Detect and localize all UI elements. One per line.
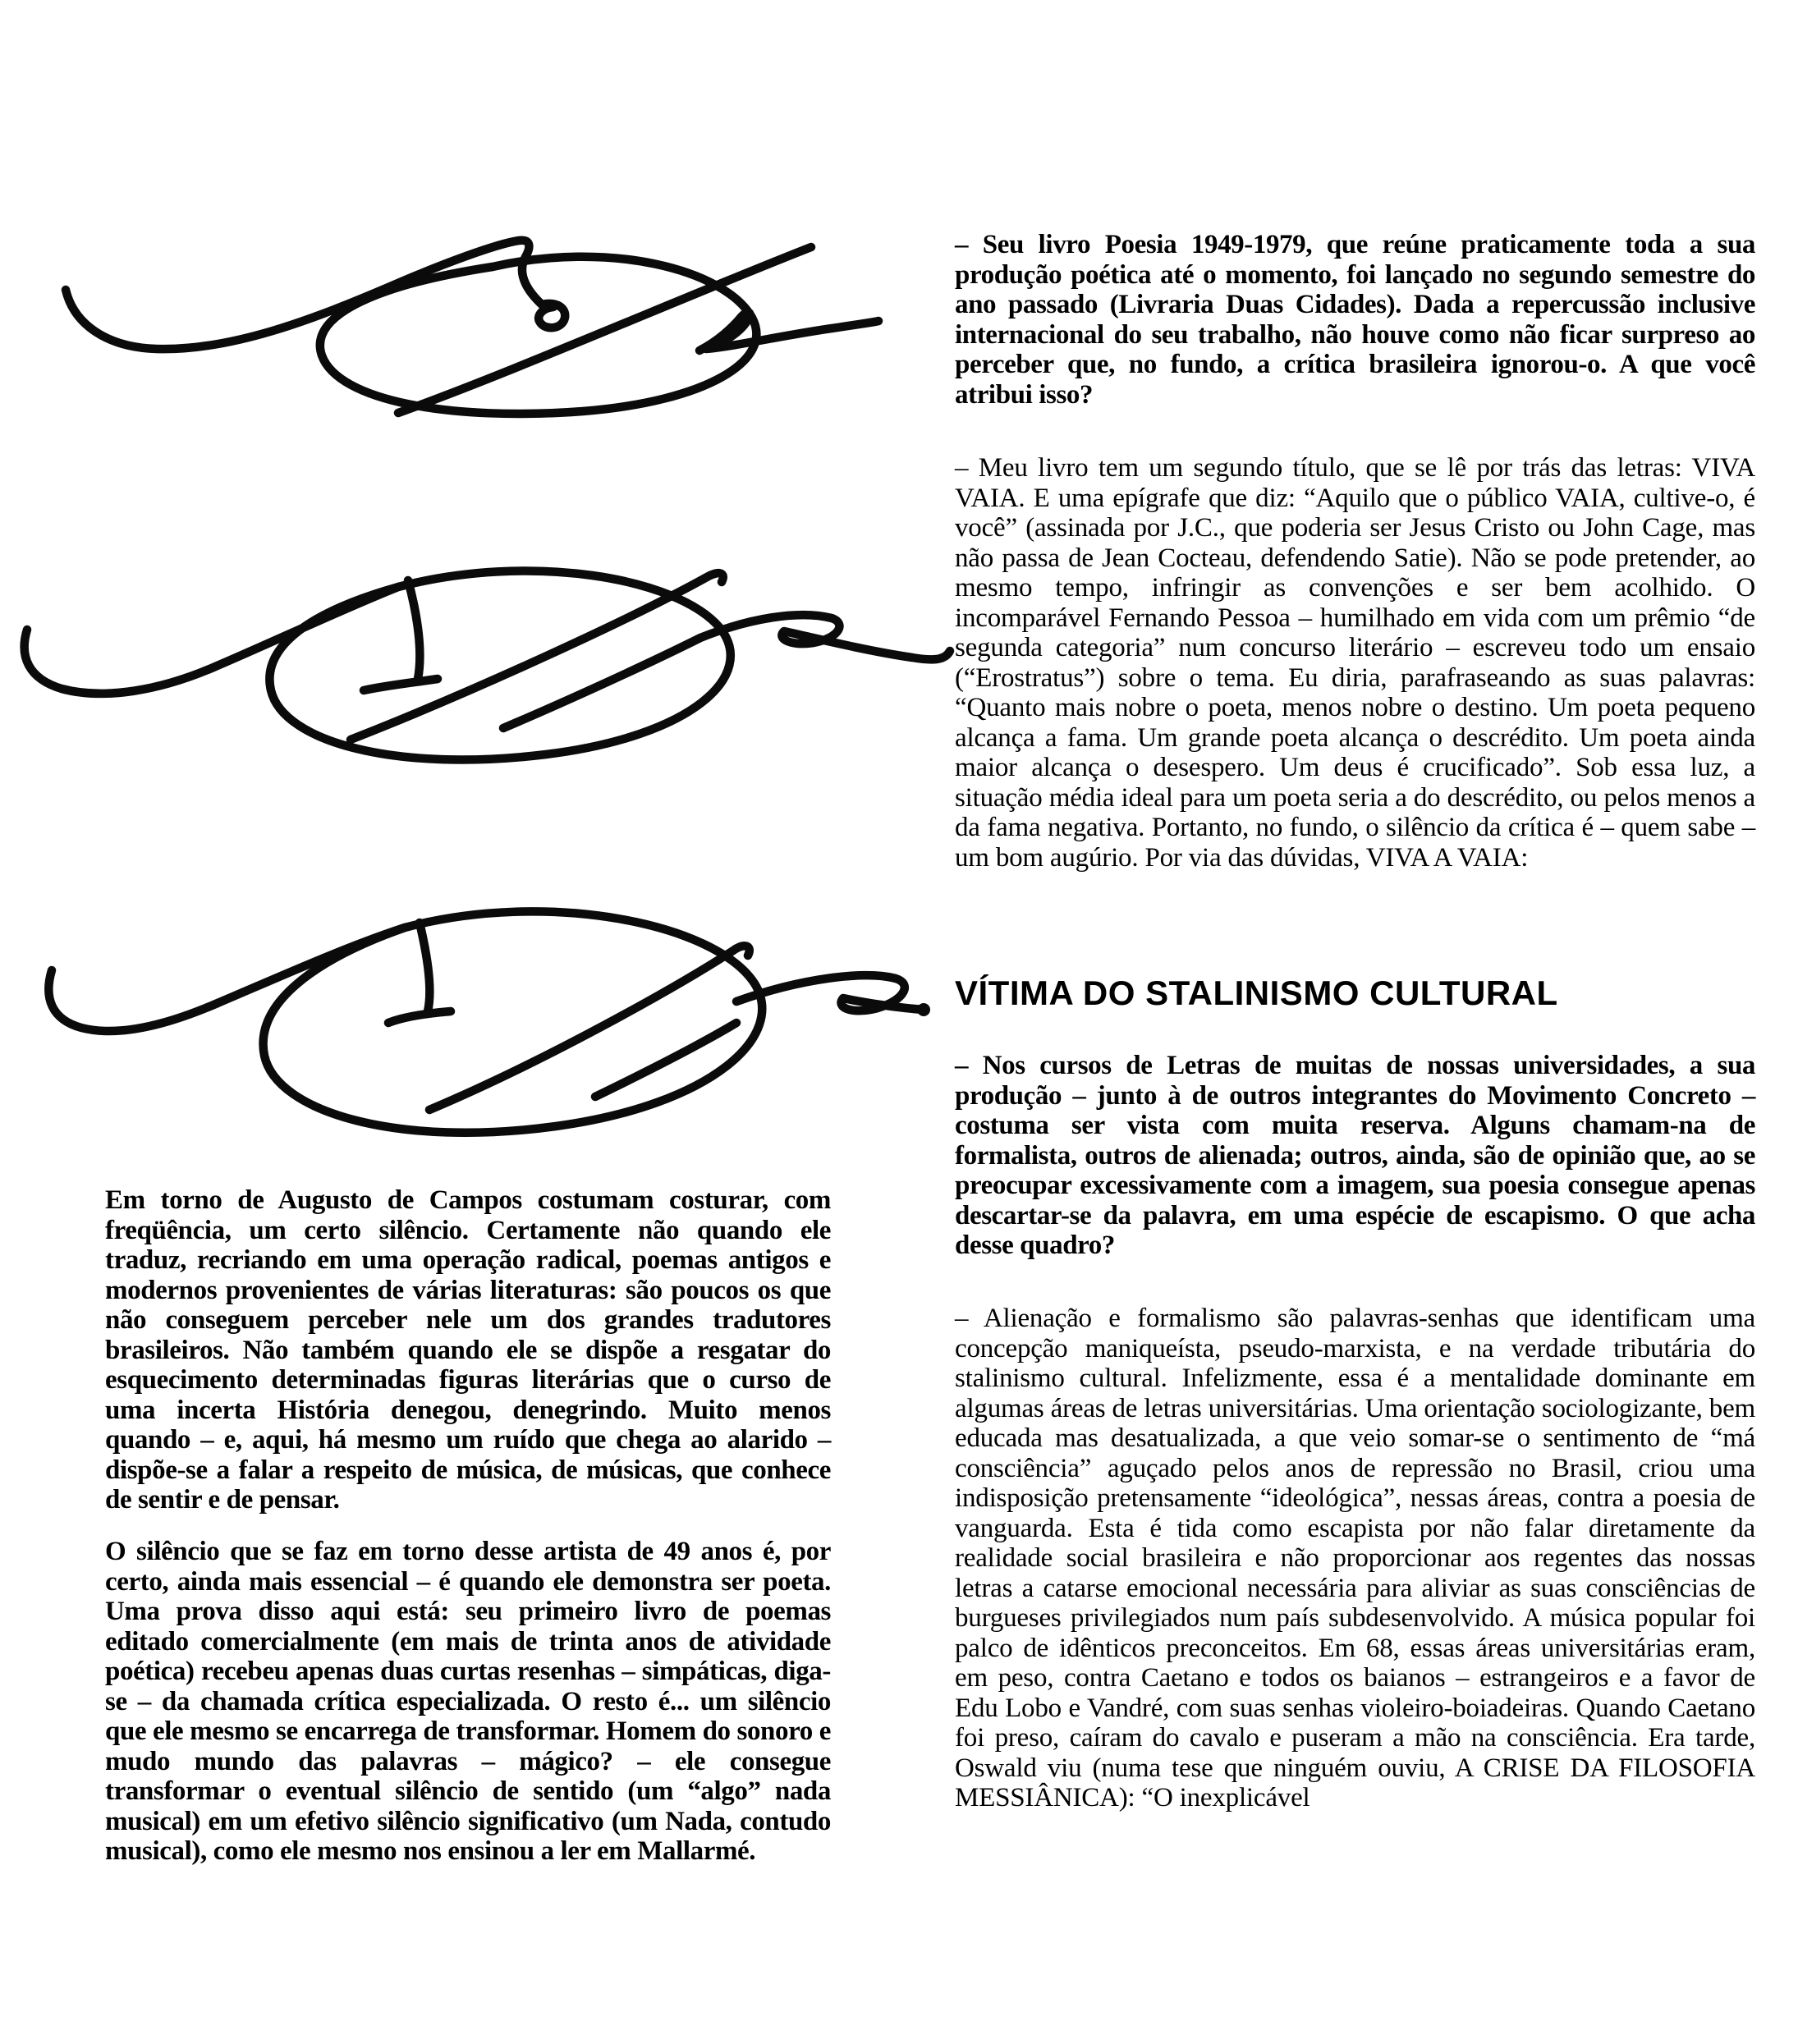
interview-question-1: – Seu livro Poesia 1949-1979, que reúne praticamente toda a sua produção poética até o momento, foi lançado no segundo semestre do ano passado (Livraria Duas Cidades). Dada a repercussão inclusive internacional do seu trabalho, não houve como não ficar surpreso ao perceber que, no fundo, a crítica brasileira ignorou-o. A que você atribui isso? — [955, 230, 1755, 410]
intro-paragraph-1: Em torno de Augusto de Campos costumam costurar, com freqüência, um certo silêncio. Certamente não quando ele traduz, recriando em uma operação radical, poemas antigos e modernos provenientes de várias literaturas: são poucos os que não conseguem perceber nele um dos grandes tradutores brasileiros. Não também quando ele se dispõe a resgatar do esquecimento determinadas figuras literárias que o curso de uma incerta História denegou, denegrindo. Muito menos quando – e, aqui, há mesmo um ruído que chega ao alarido – dispõe-se a falar a respeito de música, de músicas, que conhece de sentir e de pensar. — [105, 1185, 831, 1515]
signature-scribble-3 — [21, 887, 932, 1149]
interview-answer-1: – Meu livro tem um segundo título, que se lê por trás das letras: VIVA VAIA. E uma epígrafe que diz: “Aquilo que o público VAIA, cultive-o, é você” (assinada por J.C., que poderia ser Jesus Cristo ou John Cage, mas não passa de Jean Cocteau, defendendo Satie). Não se pode pretender, ao mesmo tempo, infringir as convenções e ser bem acolhido. O incomparável Fernando Pessoa – humilhado em vida com um prêmio “de segunda categoria” num concurso literário – escreveu todo um ensaio (“Erostratus”) sobre o tema. Eu diria, parafraseando as suas palavras: “Quanto mais nobre o poeta, menos nobre o destino. Um poeta pequeno alcança a fama. Um grande poeta alcança o descrédito. Um poeta ainda maior alcança o desespero. Um deus é crucificado”. Sob essa luz, a situação média ideal para um poeta seria a do descrédito, ou pelos menos a da fama negativa. Portanto, no fundo, o silêncio da crítica é – quem sabe – um bom augúrio. Por via das dúvidas, VIVA A VAIA: — [955, 453, 1755, 873]
intro-paragraph-2: O silêncio que se faz em torno desse artista de 49 anos é, por certo, ainda mais essencial – é quando ele demonstra ser poeta. Uma prova disso aqui está: seu primeiro livro de poemas editado comercialmente (em mais de trinta anos de atividade poética) recebeu apenas duas curtas resenhas – simpáticas, diga-se – da chamada crítica especializada. O resto é... um silêncio que ele mesmo se encarrega de transformar. Homem do sonoro e mudo mundo das palavras – mágico? – ele consegue transformar o eventual silêncio de sentido (um “algo” nada musical) em um efetivo silêncio significativo (um Nada, contudo musical), como ele mesmo nos ensinou a ler em Mallarmé. — [105, 1537, 831, 1866]
signature-scribble-2 — [12, 538, 956, 784]
section-heading: VÍTIMA DO STALINISMO CULTURAL — [955, 974, 1558, 1012]
signature-scribble-1 — [49, 226, 887, 423]
interview-question-2: – Nos cursos de Letras de muitas de nossas universidades, a sua produção – junto à de outros integrantes do Movimento Concreto – costuma ser vista com muita reserva. Alguns chamam-na de formalista, outros de alienada; outros, ainda, são de opinião que, ao se preocupar excessivamente com a imagem, sua poesia consegue apenas descartar-se da palavra, em uma espécie de escapismo. O que acha desse quadro? — [955, 1051, 1755, 1260]
interview-answer-2: – Alienação e formalismo são palavras-senhas que identificam uma concepção maniqueísta, pseudo-marxista, e na verdade tributária do stalinismo cultural. Infelizmente, essa é a mentalidade dominante em algumas áreas de letras universitárias. Uma orientação sociologizante, bem educada mas desatualizada, a que veio somar-se o sentimento de “má consciência” aguçado pelos anos de repressão no Brasil, criou uma indisposição pretensamente “ideológica”, nessas áreas, contra a poesia de vanguarda. Esta é tida como escapista por não falar diretamente da realidade social brasileira e não proporcionar aos regentes das nossas letras a catarse emocional necessária para aliviar as suas consciências de burgueses privilegiados num país subdesenvolvido. A música popular foi palco de idênticos preconceitos. Em 68, essas áreas universitárias eram, em peso, contra Caetano e todos os baianos – estrangeiros e a favor de Edu Lobo e Vandré, com suas senhas violeiro-boiadeiras. Quando Caetano foi preso, caíram do cavalo e puseram a mão na consciência. Era tarde, Oswald viu (numa tese que ninguém ouviu, A CRISE DA FILOSOFIA MESSIÂNICA): “O inexplicável — [955, 1304, 1755, 1813]
